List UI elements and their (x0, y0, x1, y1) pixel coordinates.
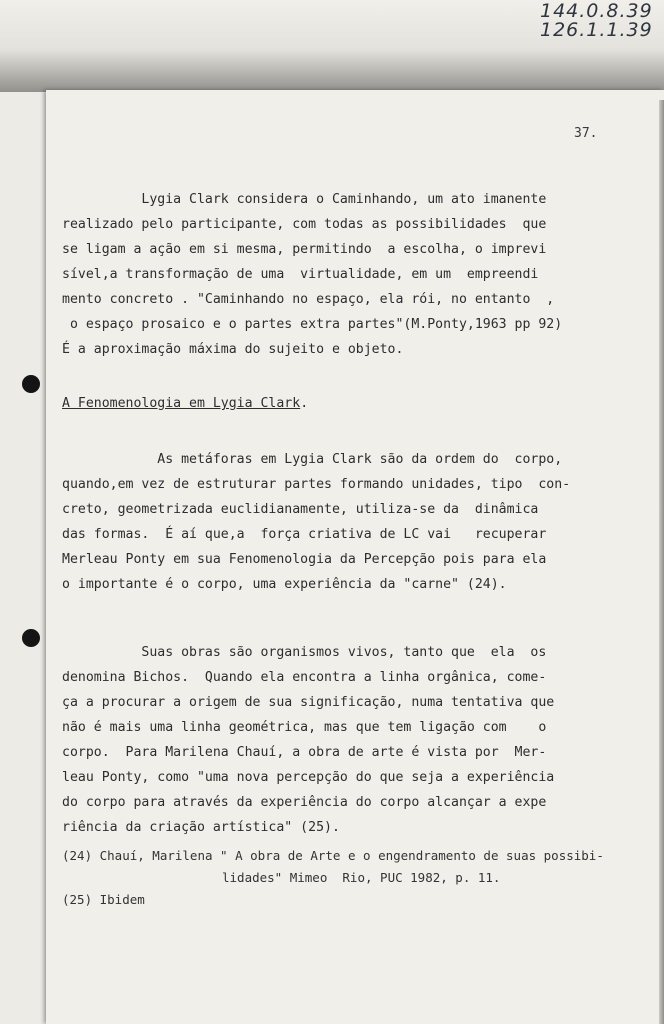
text-line: É a aproximação máxima do sujeito e objeto. (62, 342, 404, 357)
footnote-25: (25) Ibidem (62, 892, 145, 907)
section-heading: A Fenomenologia em Lygia Clark (62, 396, 301, 411)
footnote-24: (24) Chauí, Marilena " A obra de Arte e o engendramento de suas possibi- (62, 848, 604, 863)
text-line: das formas. É aí que,a força criativa de LC vai recuperar (62, 527, 547, 542)
archive-code-1: 144.0.8.39 (540, 0, 653, 22)
footnote-24-continued: lidades" Mimeo Rio, PUC 1982, p. 11. (222, 870, 501, 885)
text-line: denomina Bichos. Quando ela encontra a linha orgânica, come- (62, 670, 547, 685)
text-line: sível,a transformação de uma virtualidade, em um empreendi (62, 267, 539, 282)
text-line: mento concreto . "Caminhando no espaço, ela rói, no entanto , (62, 292, 555, 307)
text-line: Suas obras são organismos vivos, tanto que ela os (62, 645, 547, 660)
archive-code-2: 126.1.1.39 (540, 19, 653, 41)
text-line: corpo. Para Marilena Chauí, a obra de arte é vista por Mer- (62, 745, 547, 760)
page-number: 37. (574, 126, 598, 141)
text-line: não é mais uma linha geométrica, mas que tem ligação com o (62, 720, 547, 735)
text-line: ça a procurar a origem de sua significação, numa tentativa que (62, 695, 555, 710)
archive-codes (540, 0, 653, 41)
section-heading-suffix: . (300, 396, 309, 411)
text-line: se ligam a ação em si mesma, permitindo a escolha, o imprevi (62, 242, 547, 257)
text-line: do corpo para através da experiência do corpo alcançar a expe (62, 795, 547, 810)
text-line: quando,em vez de estruturar partes formando unidades, tipo con- (62, 477, 571, 492)
section-heading-row (62, 396, 602, 411)
text-line: o espaço prosaico e o partes extra partes"(M.Ponty,1963 pp 92) (62, 317, 563, 332)
punch-hole-icon (22, 375, 40, 393)
text-line: riência da criação artística" (25). (62, 820, 340, 835)
text-line: leau Ponty, como "uma nova percepção do que seja a experiência (62, 770, 555, 785)
page-edge (659, 100, 664, 1024)
text-line: Lygia Clark considera o Caminhando, um ato imanente (62, 192, 547, 207)
text-line: realizado pelo participante, com todas as possibilidades que (62, 217, 547, 232)
text-line: o importante é o corpo, uma experiência da "carne" (24). (62, 577, 507, 592)
text-line: As metáforas em Lygia Clark são da ordem do corpo, (62, 452, 563, 467)
text-line: Merleau Ponty em sua Fenomenologia da Percepção pois para ela (62, 552, 547, 567)
text-line: creto, geometrizada euclidianamente, utiliza-se da dinâmica (62, 502, 539, 517)
left-margin-strip (0, 92, 46, 1024)
punch-hole-icon (22, 629, 40, 647)
